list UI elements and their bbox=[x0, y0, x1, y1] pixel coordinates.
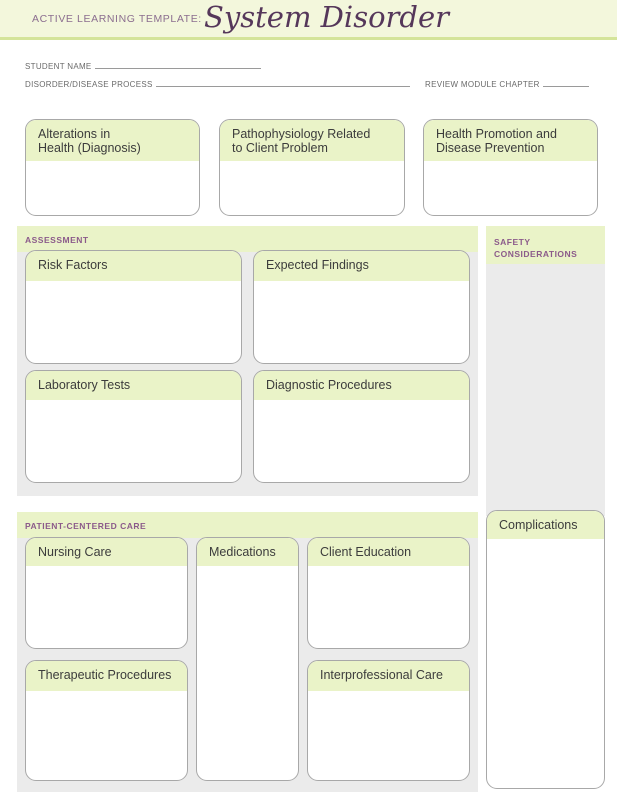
review-module-label: REVIEW MODULE CHAPTER bbox=[425, 80, 540, 89]
complications-heading: Complications bbox=[487, 511, 604, 539]
therapeutic-procedures-heading: Therapeutic Procedures bbox=[26, 661, 187, 691]
review-module-field bbox=[425, 80, 589, 89]
template-label: ACTIVE LEARNING TEMPLATE: bbox=[32, 13, 202, 25]
client-education-heading: Client Education bbox=[308, 538, 469, 566]
health-promotion-box[interactable] bbox=[423, 119, 598, 216]
client-education-box[interactable] bbox=[307, 537, 470, 649]
student-name-field bbox=[25, 62, 261, 71]
safety-title: SAFETY CONSIDERATIONS bbox=[486, 226, 605, 264]
pathophysiology-heading: Pathophysiology Related to Client Problem bbox=[220, 120, 404, 161]
laboratory-tests-box[interactable] bbox=[25, 370, 242, 483]
nursing-care-box[interactable] bbox=[25, 537, 188, 649]
medications-heading: Medications bbox=[197, 538, 298, 566]
header-divider bbox=[0, 37, 617, 40]
diagnostic-procedures-box[interactable] bbox=[253, 370, 470, 483]
disorder-process-field bbox=[25, 80, 410, 89]
alterations-heading: Alterations in Health (Diagnosis) bbox=[26, 120, 199, 161]
student-name-label: STUDENT NAME bbox=[25, 62, 92, 71]
disorder-process-input[interactable] bbox=[156, 80, 410, 87]
care-title: PATIENT-CENTERED CARE bbox=[17, 512, 478, 538]
expected-findings-heading: Expected Findings bbox=[254, 251, 469, 281]
nursing-care-heading: Nursing Care bbox=[26, 538, 187, 566]
health-promotion-heading: Health Promotion and Disease Prevention bbox=[424, 120, 597, 161]
medications-box[interactable] bbox=[196, 537, 299, 781]
pathophysiology-box[interactable] bbox=[219, 119, 405, 216]
expected-findings-box[interactable] bbox=[253, 250, 470, 364]
interprofessional-care-box[interactable] bbox=[307, 660, 470, 781]
interprofessional-care-heading: Interprofessional Care bbox=[308, 661, 469, 691]
assessment-title: ASSESSMENT bbox=[17, 226, 478, 252]
safety-panel[interactable] bbox=[486, 226, 605, 516]
complications-box[interactable] bbox=[486, 510, 605, 789]
student-name-input[interactable] bbox=[95, 62, 261, 69]
disorder-process-label: DISORDER/DISEASE PROCESS bbox=[25, 80, 153, 89]
risk-factors-heading: Risk Factors bbox=[26, 251, 241, 281]
alterations-box[interactable] bbox=[25, 119, 200, 216]
page-title: System Disorder bbox=[204, 0, 449, 34]
risk-factors-box[interactable] bbox=[25, 250, 242, 364]
therapeutic-procedures-box[interactable] bbox=[25, 660, 188, 781]
diagnostic-procedures-heading: Diagnostic Procedures bbox=[254, 371, 469, 400]
review-module-input[interactable] bbox=[543, 80, 589, 87]
laboratory-tests-heading: Laboratory Tests bbox=[26, 371, 241, 400]
